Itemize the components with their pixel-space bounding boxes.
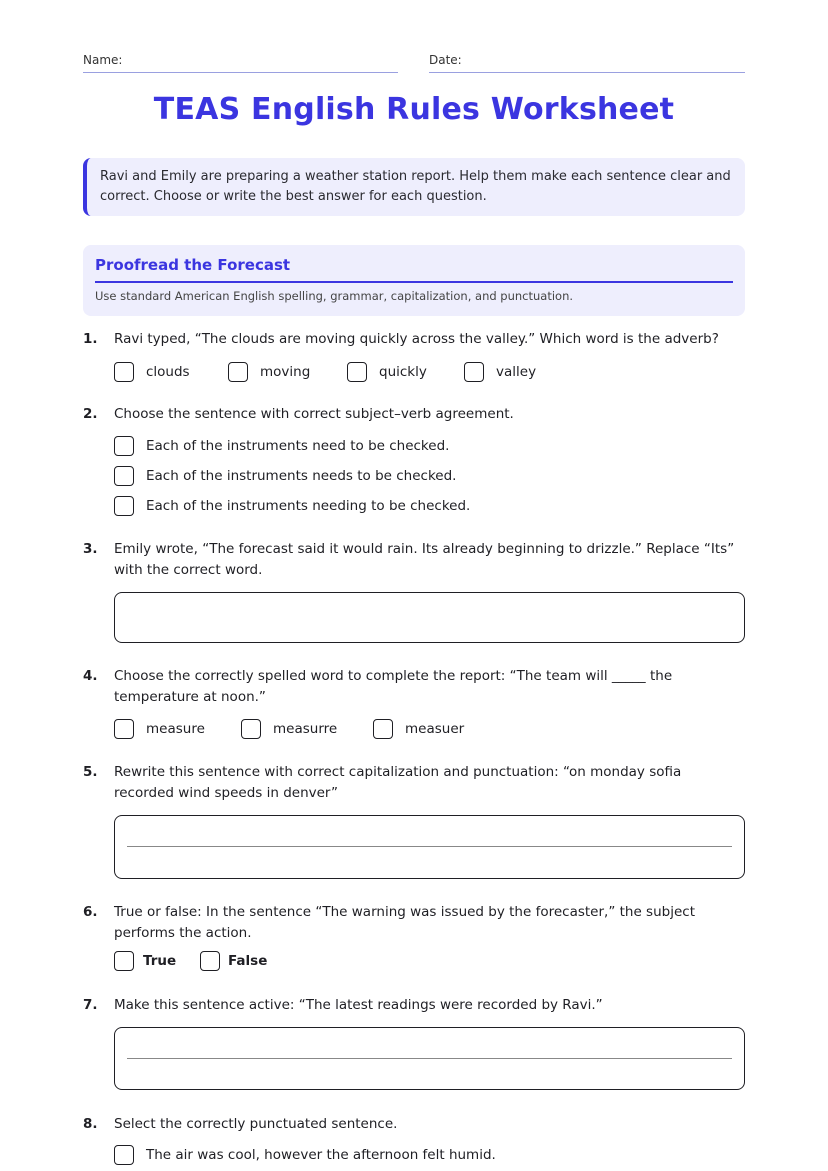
header-fields	[83, 52, 745, 74]
option-label: False	[228, 953, 268, 969]
question-text: Ravi typed, “The clouds are moving quickly across the valley.” Which word is the adverb?	[114, 331, 719, 347]
checkbox[interactable]	[114, 466, 134, 486]
name-field[interactable]	[83, 52, 398, 73]
question-1	[83, 329, 745, 389]
answer-box[interactable]	[114, 815, 745, 879]
question-2	[83, 404, 745, 522]
name-label: Name:	[83, 53, 123, 67]
writing-line	[127, 1058, 732, 1059]
checkbox[interactable]	[114, 362, 134, 382]
option-label: Each of the instruments needing to be checked.	[146, 498, 471, 514]
question-number: 7.	[83, 997, 98, 1013]
question-number: 8.	[83, 1116, 98, 1132]
checkbox[interactable]	[114, 1145, 134, 1165]
option-label: moving	[260, 364, 311, 380]
option-label: The air was cool, however the afternoon felt humid.	[146, 1147, 496, 1163]
option-label: quickly	[379, 364, 427, 380]
question-3	[83, 539, 745, 644]
question-7	[83, 995, 745, 1091]
option-label: measurre	[273, 721, 338, 737]
question-6	[83, 902, 745, 976]
question-text: Emily wrote, “The forecast said it would rain. Its already beginning to drizzle.” Replace “Its” with the correct word.	[114, 541, 735, 578]
intro-callout: Ravi and Emily are preparing a weather station report. Help them make each sentence clear and correct. Choose or write the best answer for each question.	[83, 158, 745, 216]
answer-box[interactable]	[114, 592, 745, 643]
question-4	[83, 666, 745, 746]
writing-line	[127, 846, 732, 847]
checkbox[interactable]	[200, 951, 220, 971]
option-label: measure	[146, 721, 205, 737]
question-text: Choose the correctly spelled word to complete the report: “The team will _____ the temperature at noon.”	[114, 668, 673, 705]
checkbox[interactable]	[228, 362, 248, 382]
section-subtitle: Use standard American English spelling, grammar, capitalization, and punctuation.	[95, 289, 574, 303]
question-5	[83, 762, 745, 880]
question-text: Choose the sentence with correct subject–verb agreement.	[114, 406, 514, 422]
checkbox[interactable]	[114, 951, 134, 971]
question-text: Make this sentence active: “The latest readings were recorded by Ravi.”	[114, 997, 603, 1013]
date-label: Date:	[429, 53, 462, 67]
section-header	[83, 245, 745, 316]
question-text: True or false: In the sentence “The warning was issued by the forecaster,” the subject performs the action.	[114, 904, 695, 941]
checkbox[interactable]	[114, 436, 134, 456]
question-number: 3.	[83, 541, 98, 557]
section-title: Proofread the Forecast	[95, 255, 733, 283]
question-8	[83, 1114, 745, 1170]
option-label: clouds	[146, 364, 190, 380]
question-number: 1.	[83, 331, 98, 347]
option-label: Each of the instruments need to be checked.	[146, 438, 450, 454]
question-number: 6.	[83, 904, 98, 920]
question-number: 4.	[83, 668, 98, 684]
question-number: 2.	[83, 406, 98, 422]
checkbox[interactable]	[373, 719, 393, 739]
answer-box[interactable]	[114, 1027, 745, 1090]
question-text: Select the correctly punctuated sentence.	[114, 1116, 398, 1132]
checkbox[interactable]	[114, 719, 134, 739]
checkbox[interactable]	[347, 362, 367, 382]
option-label: measuer	[405, 721, 465, 737]
option-label: Each of the instruments needs to be checked.	[146, 468, 457, 484]
page-title: TEAS English Rules Worksheet	[153, 92, 675, 127]
checkbox[interactable]	[464, 362, 484, 382]
question-text: Rewrite this sentence with correct capitalization and punctuation: “on monday sofia recorded wind speeds in denver”	[114, 764, 682, 801]
checkbox[interactable]	[241, 719, 261, 739]
date-field[interactable]	[429, 52, 745, 73]
checkbox[interactable]	[114, 496, 134, 516]
option-label: True	[143, 953, 177, 969]
option-label: valley	[496, 364, 537, 380]
question-number: 5.	[83, 764, 98, 780]
